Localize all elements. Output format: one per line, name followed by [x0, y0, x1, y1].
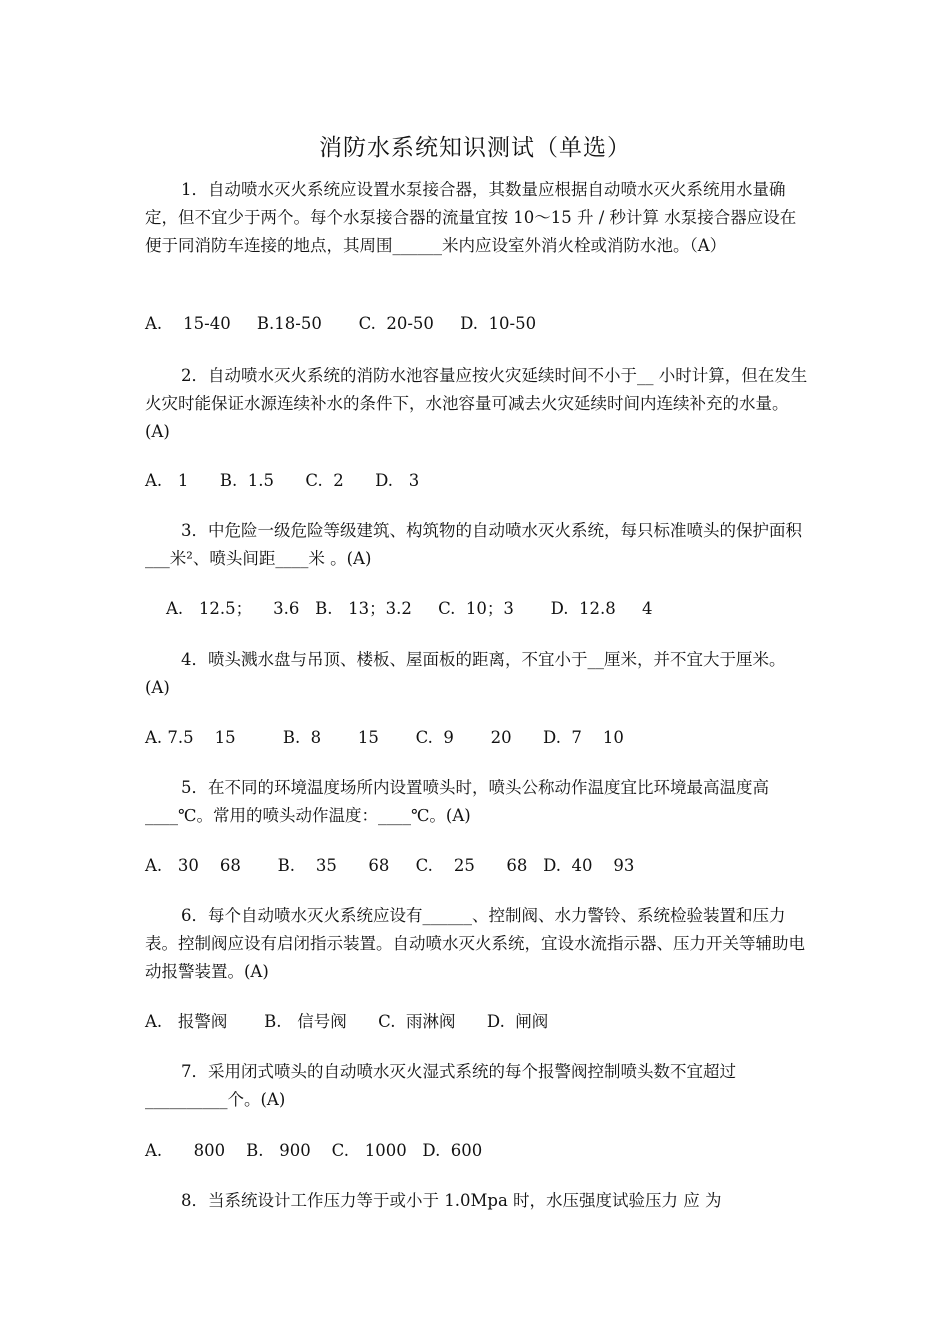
- question-2-options: A. 1 B. 1.5 C. 2 D. 3: [145, 471, 420, 490]
- question-3-options: A. 12.5； 3.6 B. 13；3.2 C. 10；3 D. 12.8 4: [145, 599, 653, 618]
- page-title: 消防水系统知识测试（单选）: [319, 135, 631, 161]
- question-5: 5．在不同的环境温度场所内设置喷头时，喷头公称动作温度宜比环境最高温度高____℃。常用的喷头动作温度：____℃。(A): [145, 778, 769, 825]
- question-6-options: A. 报警阀 B. 信号阀 C. 雨淋阀 D. 闸阀: [145, 1012, 549, 1031]
- question-8: 8．当系统设计工作压力等于或小于 1.0Mpa 时，水压强度试验压力 应 为: [181, 1191, 722, 1210]
- question-2: 2．自动喷水灭火系统的消防水池容量应按火灾延续时间不小于__ 小时计算，但在发生火灾时能保证水源连续补水的条件下，水池容量可减去火灾延续时间内连续补充的水量。(A): [145, 366, 808, 441]
- question-5-options: A. 30 68 B. 35 68 C. 25 68 D. 40 93: [145, 856, 635, 875]
- question-7: 7．采用闭式喷头的自动喷水灭火湿式系统的每个报警阀控制喷头数不宜超过__________个。(A): [145, 1062, 736, 1109]
- question-4: 4．喷头溅水盘与吊顶、楼板、屋面板的距离，不宜小于__厘米，并不宜大于厘米。(A): [145, 650, 786, 697]
- question-3: 3．中危险一级危险等级建筑、构筑物的自动喷水灭火系统，每只标准喷头的保护面积 ___米²、喷头间距____米 。(A): [145, 521, 802, 568]
- question-7-options: A. 800 B. 900 C. 1000 D. 600: [145, 1141, 483, 1160]
- question-1: 1．自动喷水灭火系统应设置水泵接合器，其数量应根据自动喷水灭火系统用水量确定，但不宜少于两个。每个水泵接合器的流量宜按 10～15 升 / 秒计算 水泵接合器应设在便于同消防车连接的地点，其周围______米内应设室外消火栓或消防水池。（A）: [145, 180, 797, 255]
- question-6: 6．每个自动喷水灭火系统应设有______、控制阀、水力警铃、系统检验装置和压力表。控制阀应设有启闭指示装置。自动喷水灭火系统，宜设水流指示器、压力开关等辅助电动报警装置。(A): [145, 906, 805, 981]
- question-4-options: A. 7.5 15 B. 8 15 C. 9 20 D. 7 10: [145, 728, 624, 747]
- question-1-options: A. 15-40 B.18-50 C. 20-50 D. 10-50: [145, 314, 537, 333]
